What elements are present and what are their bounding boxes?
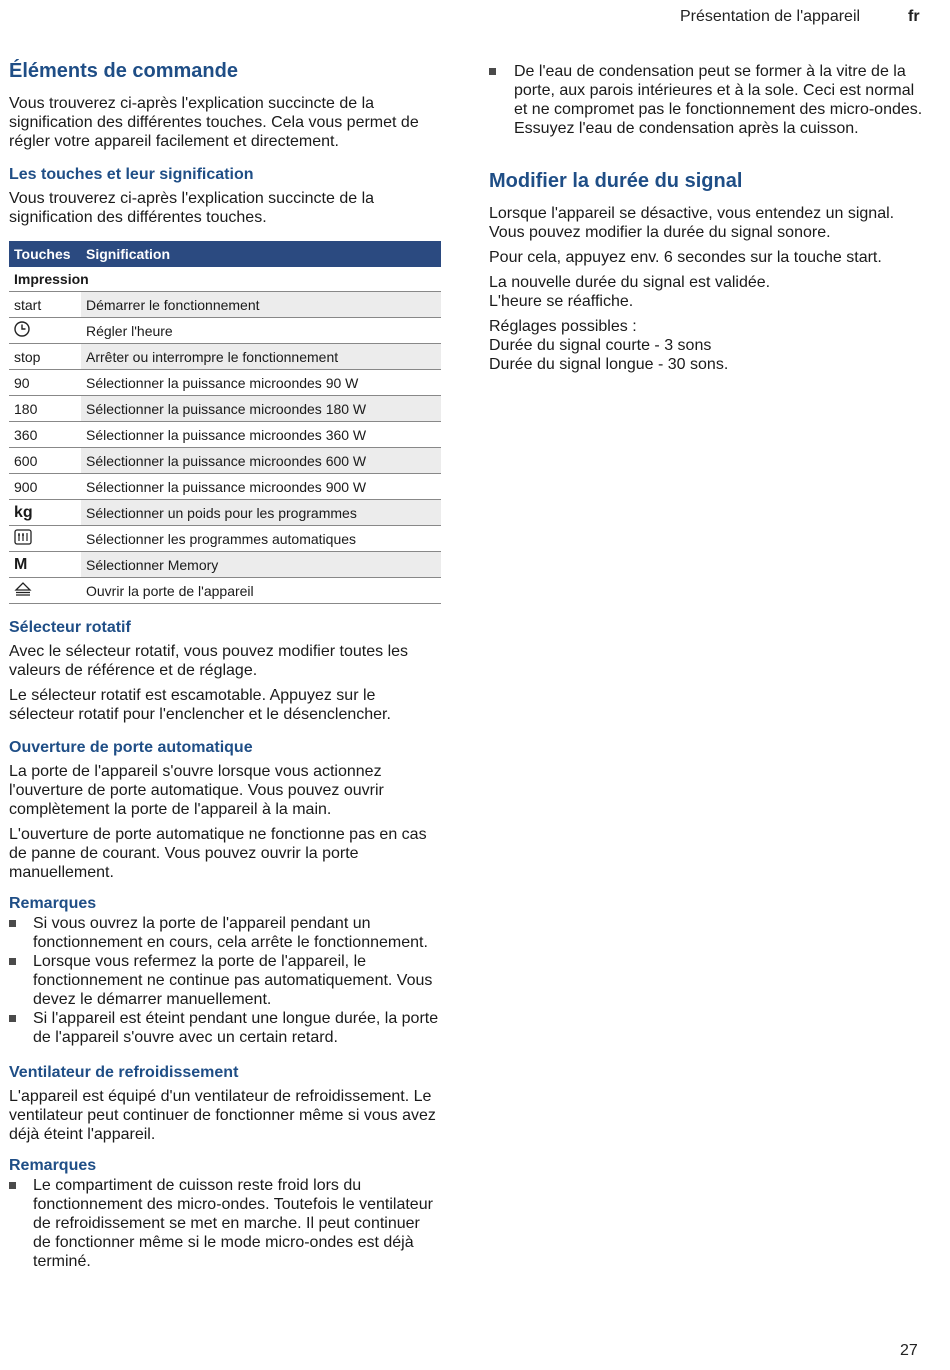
selecteur-text-1: Avec le sélecteur rotatif, vous pouvez modifier toutes les valeurs de référence et de réglage. [9,643,409,679]
ouverture-text-2: L'ouverture de porte automatique ne fonctionne pas en cas de panne de courant. Vous pouvez ouvrir la porte manuellement. [9,826,427,881]
touches-text: Vous trouverez ci-après l'explication succincte de la signification des différentes touches. [9,190,375,226]
ventilateur-title: Ventilateur de refroidissement [9,1064,239,1081]
page-header-title: Présentation de l'appareil [680,8,861,25]
list-item: Le compartiment de cuisson reste froid lors du fonctionnement des micro-ondes. Toutefois le ventilateur de refroidissement se met en marche. Il peut continuer de fonctionner même si le mode micro-ondes est déjà terminé. [9,1176,441,1271]
table-row [9,578,441,604]
meaning-cell: Ouvrir la porte de l'appareil [81,578,441,604]
table-header-signification: Signification [81,241,441,267]
condensation-list [489,62,929,138]
table-row [9,552,441,578]
ouverture-title: Ouverture de porte automatique [9,739,253,756]
signal-text-3a: La nouvelle durée du signal est validée. [489,274,771,291]
table-header-touches: Touches [9,241,81,267]
table-row [9,370,441,396]
table-header-row [9,241,441,267]
list-item: Si vous ouvrez la porte de l'appareil pendant un fonctionnement en cours, cela arrête le fonctionnement. [9,914,441,952]
signal-setting-short: Durée du signal courte - 3 sons [489,337,712,354]
meaning-cell: Sélectionner la puissance microondes 600 W [81,448,441,474]
list-item: Si l'appareil est éteint pendant une longue durée, la porte de l'appareil s'ouvre avec un certain retard. [9,1009,441,1047]
meaning-cell: Sélectionner les programmes automatiques [81,526,441,552]
section-title-signal: Modifier la durée du signal [489,170,743,192]
signal-settings-heading: Réglages possibles : [489,318,637,335]
auto-program-icon [14,529,32,548]
key-cell: 600 [9,448,81,474]
key-cell: M [9,552,81,578]
table-row [9,396,441,422]
remarques-title-2: Remarques [9,1157,97,1174]
remarques-list-2 [9,1176,441,1271]
intro-text: Vous trouverez ci-après l'explication succincte de la signification des différentes touches. Cela vous permet de régler votre appareil facilement et directement. [9,95,419,150]
keys-table [9,241,441,604]
key-cell: 90 [9,370,81,396]
section-title-elements: Éléments de commande [9,60,238,82]
table-row [9,474,441,500]
touches-title: Les touches et leur signification [9,166,254,183]
meaning-cell: Sélectionner la puissance microondes 90 W [81,370,441,396]
signal-text-3b: L'heure se réaffiche. [489,293,634,310]
remarques-title-1: Remarques [9,895,97,912]
ouverture-text-1: La porte de l'appareil s'ouvre lorsque vous actionnez l'ouverture de porte automatique. Vous pouvez ouvrir complètement la porte de l'appareil à la main. [9,763,384,818]
ventilateur-text: L'appareil est équipé d'un ventilateur de refroidissement. Le ventilateur peut continuer de fonctionner même si vous avez déjà éteint l'appareil. [9,1088,436,1143]
table-row [9,318,441,344]
key-cell [9,578,81,604]
clock-icon [14,321,30,340]
selecteur-text-2: Le sélecteur rotatif est escamotable. Appuyez sur le sélecteur rotatif pour l'enclencher et le désenclencher. [9,687,391,723]
meaning-cell: Sélectionner la puissance microondes 900 W [81,474,441,500]
table-row [9,526,441,552]
page-number: 27 [900,1342,918,1359]
key-cell: stop [9,344,81,370]
list-item: De l'eau de condensation peut se former à la vitre de la porte, aux parois intérieures et à la sole. Ceci est normal et ne compromet pas le fonctionnement des micro-ondes. Essuyez l'eau de condensation après la cuisson. [489,62,929,138]
key-cell: 360 [9,422,81,448]
key-cell: 180 [9,396,81,422]
door-open-icon [14,581,32,600]
left-column [9,58,441,1271]
meaning-cell: Régler l'heure [81,318,441,344]
key-cell: start [9,292,81,318]
right-column [489,58,929,380]
signal-setting-long: Durée du signal longue - 30 sons. [489,356,729,373]
table-row [9,448,441,474]
selecteur-title: Sélecteur rotatif [9,619,131,636]
signal-text-1: Lorsque l'appareil se désactive, vous entendez un signal. Vous pouvez modifier la durée du signal sonore. [489,205,895,241]
meaning-cell: Sélectionner Memory [81,552,441,578]
signal-text-2: Pour cela, appuyez env. 6 secondes sur la touche start. [489,249,882,266]
meaning-cell: Sélectionner un poids pour les programmes [81,500,441,526]
table-section-row [9,267,441,292]
key-cell: kg [9,500,81,526]
table-row [9,292,441,318]
meaning-cell: Arrêter ou interrompre le fonctionnement [81,344,441,370]
page-header-lang: fr [908,8,920,25]
table-row [9,422,441,448]
key-cell [9,526,81,552]
key-cell: 900 [9,474,81,500]
meaning-cell: Démarrer le fonctionnement [81,292,441,318]
list-item: Lorsque vous refermez la porte de l'appareil, le fonctionnement ne continue pas automatiquement. Vous devez le démarrer manuellement. [9,952,441,1009]
key-cell [9,318,81,344]
meaning-cell: Sélectionner la puissance microondes 180 W [81,396,441,422]
meaning-cell: Sélectionner la puissance microondes 360 W [81,422,441,448]
remarques-list-1 [9,914,441,1047]
signal-text-3 [489,273,929,292]
table-row [9,500,441,526]
table-section-label: Impression [9,267,441,292]
table-row [9,344,441,370]
